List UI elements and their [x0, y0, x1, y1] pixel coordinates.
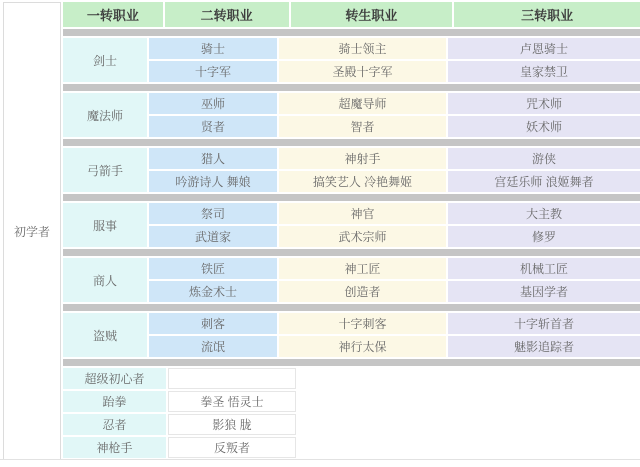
- beginner-cell: [3, 2, 61, 460]
- separator-bar: [63, 139, 640, 146]
- second-job-cell: [168, 368, 296, 389]
- base-job-cell: 超级初心者: [63, 368, 166, 389]
- header-rebirth-job: 转生职业: [291, 2, 453, 27]
- job-row: [149, 203, 640, 224]
- job-row: [149, 226, 640, 247]
- base-job-cell: 剑士: [63, 38, 147, 82]
- job-group-rows: [149, 203, 640, 247]
- third-job-cell: 修罗: [448, 226, 640, 247]
- third-job-cell: 大主教: [448, 203, 640, 224]
- job-row: [149, 61, 640, 82]
- third-job-cell: 卢恩骑士: [448, 38, 640, 59]
- separator-bar: [63, 29, 640, 36]
- rebirth-job-cell: 智者: [279, 116, 446, 137]
- second-job-cell: 猎人: [149, 148, 277, 169]
- third-job-cell: 皇家禁卫: [448, 61, 640, 82]
- job-row: [149, 281, 640, 302]
- rebirth-job-cell: 神行太保: [279, 336, 446, 357]
- third-job-cell: 妖术师: [448, 116, 640, 137]
- second-job-cell: 巫师: [149, 93, 277, 114]
- job-row: [149, 116, 640, 137]
- separator-bar: [63, 249, 640, 256]
- job-row: [149, 336, 640, 357]
- job-row: [149, 258, 640, 279]
- separator-bar: [63, 359, 640, 366]
- base-job-cell: 魔法师: [63, 93, 147, 137]
- second-job-cell: 祭司: [149, 203, 277, 224]
- base-job-cell: 跆拳: [63, 391, 166, 412]
- job-row: [149, 171, 640, 192]
- job-group-rows: [149, 38, 640, 82]
- extended-row-super-novice: [63, 368, 640, 389]
- third-job-cell: 机械工匠: [448, 258, 640, 279]
- job-group-rows: [149, 93, 640, 137]
- base-job-cell: 盗贼: [63, 313, 147, 357]
- job-row: [149, 313, 640, 334]
- rebirth-job-cell: 搞笑艺人 冷艳舞姬: [279, 171, 446, 192]
- extended-row-ninja: [63, 414, 640, 435]
- second-job-cell: 骑士: [149, 38, 277, 59]
- rebirth-job-cell: 武术宗师: [279, 226, 446, 247]
- separator-bar: [63, 194, 640, 201]
- second-job-cell: 拳圣 悟灵士: [168, 391, 296, 412]
- third-job-cell: 宫廷乐师 浪姬舞者: [448, 171, 640, 192]
- third-job-cell: 魅影追踪者: [448, 336, 640, 357]
- header-third-job: 三转职业: [454, 2, 640, 27]
- second-job-cell: 十字军: [149, 61, 277, 82]
- second-job-cell: 武道家: [149, 226, 277, 247]
- second-job-cell: 流氓: [149, 336, 277, 357]
- job-group-magician: [63, 93, 640, 137]
- job-row: [149, 38, 640, 59]
- header-first-job: 一转职业: [63, 2, 163, 27]
- separator-bar: [63, 304, 640, 311]
- base-job-cell: 服事: [63, 203, 147, 247]
- table-header-row: [63, 2, 640, 27]
- job-group-acolyte: [63, 203, 640, 247]
- base-job-cell: 商人: [63, 258, 147, 302]
- rebirth-job-cell: 圣殿十字军: [279, 61, 446, 82]
- job-group-merchant: [63, 258, 640, 302]
- job-row: [149, 148, 640, 169]
- rebirth-job-cell: 超魔导师: [279, 93, 446, 114]
- rebirth-job-cell: 创造者: [279, 281, 446, 302]
- second-job-cell: 刺客: [149, 313, 277, 334]
- separator-bar: [63, 84, 640, 91]
- second-job-cell: 吟游诗人 舞娘: [149, 171, 277, 192]
- third-job-cell: 十字斩首者: [448, 313, 640, 334]
- second-job-cell: 反叛者: [168, 437, 296, 458]
- base-job-cell: 弓箭手: [63, 148, 147, 192]
- job-group-archer: [63, 148, 640, 192]
- job-group-thief: [63, 313, 640, 357]
- third-job-cell: 咒术师: [448, 93, 640, 114]
- second-job-cell: 贤者: [149, 116, 277, 137]
- job-row: [149, 93, 640, 114]
- second-job-cell: 铁匠: [149, 258, 277, 279]
- rebirth-job-cell: 神射手: [279, 148, 446, 169]
- second-job-cell: 影狼 胧: [168, 414, 296, 435]
- extended-row-gunslinger: [63, 437, 640, 458]
- rebirth-job-cell: 骑士领主: [279, 38, 446, 59]
- second-job-cell: 炼金术士: [149, 281, 277, 302]
- job-group-swordsman: [63, 38, 640, 82]
- base-job-cell: 忍者: [63, 414, 166, 435]
- beginner-label: 初学者: [13, 224, 50, 239]
- third-job-cell: 基因学者: [448, 281, 640, 302]
- job-group-rows: [149, 313, 640, 357]
- rebirth-job-cell: 神工匠: [279, 258, 446, 279]
- rebirth-job-cell: 神官: [279, 203, 446, 224]
- extended-row-taekwon: [63, 391, 640, 412]
- job-group-rows: [149, 148, 640, 192]
- base-job-cell: 神枪手: [63, 437, 166, 458]
- third-job-cell: 游侠: [448, 148, 640, 169]
- table-body: [63, 2, 640, 460]
- table-bottom-border: [0, 459, 640, 460]
- job-group-rows: [149, 258, 640, 302]
- rebirth-job-cell: 十字刺客: [279, 313, 446, 334]
- header-second-job: 二转职业: [165, 2, 289, 27]
